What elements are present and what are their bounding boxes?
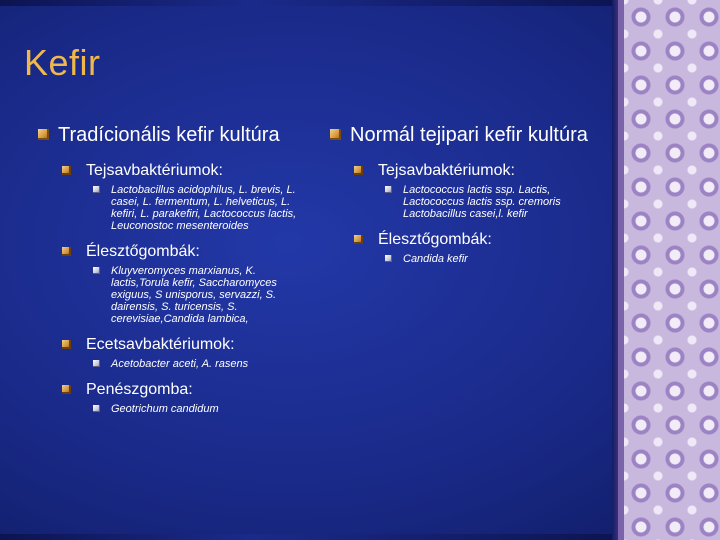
left-group-detail-item bbox=[93, 403, 308, 415]
left-group-detail: Kluyveromyces marxianus, K. lactis,Torula kefir, Saccharomyces exiguus, S unisporus, servazzi, S. dairensis, S. turicensis, S. cerevisiae,Candida lambica, bbox=[111, 265, 277, 325]
small-square-bullet-icon bbox=[93, 186, 100, 193]
right-group-detail: Candida kefir bbox=[403, 253, 468, 265]
right-column bbox=[330, 124, 610, 275]
square-bullet-icon bbox=[62, 166, 71, 175]
left-group-label-item bbox=[62, 335, 308, 354]
square-bullet-icon bbox=[38, 129, 49, 140]
left-group-label: Penészgomba: bbox=[86, 381, 193, 398]
right-group-label-item bbox=[354, 161, 610, 180]
left-group-detail-item bbox=[93, 265, 308, 325]
small-square-bullet-icon bbox=[93, 267, 100, 274]
bottom-band bbox=[0, 534, 625, 540]
left-column bbox=[38, 124, 308, 425]
slide-title: Kefir bbox=[24, 42, 101, 83]
left-heading-item bbox=[38, 124, 308, 147]
left-group-detail-item bbox=[93, 184, 308, 232]
left-heading: Tradícionális kefir kultúra bbox=[58, 124, 280, 146]
square-bullet-icon bbox=[354, 166, 363, 175]
square-bullet-icon bbox=[354, 235, 363, 244]
left-group-label-item bbox=[62, 161, 308, 180]
left-group-detail: Acetobacter aceti, A. rasens bbox=[111, 358, 249, 370]
right-heading-item bbox=[330, 124, 610, 147]
square-bullet-icon bbox=[330, 129, 341, 140]
right-group-detail-item bbox=[385, 253, 610, 265]
right-group-detail-item bbox=[385, 184, 610, 220]
small-square-bullet-icon bbox=[93, 360, 100, 367]
small-square-bullet-icon bbox=[385, 186, 392, 193]
left-group-detail: Lactobacillus acidophilus, L. brevis, L. casei, L. fermentum, L. helveticus, L. kefiri, L. parakefiri, Lactococcus lactis, Leuconostoc mesenteroides bbox=[111, 184, 297, 232]
left-group-detail-item bbox=[93, 358, 308, 370]
square-bullet-icon bbox=[62, 385, 71, 394]
left-group-label-item bbox=[62, 380, 308, 399]
left-group-label: Ecetsavbaktériumok: bbox=[86, 336, 235, 353]
right-group-detail: Lactococcus lactis ssp. Lactis, Lactococcus lactis ssp. cremoris Lactobacillus casei,l. kefir bbox=[403, 184, 561, 220]
floral-border-decoration bbox=[618, 0, 720, 540]
right-group-label: Tejsavbaktériumok: bbox=[378, 162, 515, 179]
top-band bbox=[0, 0, 625, 6]
left-group-detail: Geotrichum candidum bbox=[111, 403, 219, 415]
right-group-label: Élesztőgombák: bbox=[378, 231, 492, 248]
square-bullet-icon bbox=[62, 340, 71, 349]
left-group-label-item bbox=[62, 242, 308, 261]
square-bullet-icon bbox=[62, 247, 71, 256]
left-group-label: Élesztőgombák: bbox=[86, 243, 200, 260]
small-square-bullet-icon bbox=[93, 405, 100, 412]
right-group-label-item bbox=[354, 230, 610, 249]
left-group-label: Tejsavbaktériumok: bbox=[86, 162, 223, 179]
small-square-bullet-icon bbox=[385, 255, 392, 262]
right-heading: Normál tejipari kefir kultúra bbox=[350, 124, 588, 146]
